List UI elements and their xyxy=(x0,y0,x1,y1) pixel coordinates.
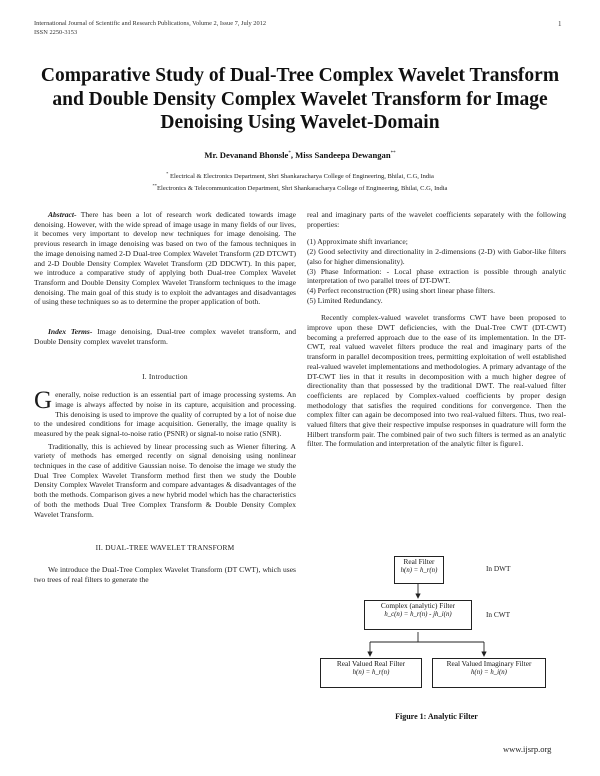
figure-caption: Figure 1: Analytic Filter xyxy=(395,712,478,721)
left-column xyxy=(34,210,296,584)
complex-filter-title: Complex (analytic) Filter xyxy=(380,601,456,610)
page-number: 1 xyxy=(558,20,562,28)
abstract-text: There has been a lot of research work dedicated towards image denoising. However, with the wide spread of image usage in many fields of our lives, it becomes very important to develop new techniques for image denoising. The previous research in image denoising was based on two of the famous techniques in the image denoising named 2-D Dual-tree Complex Wavelet Transform (2D DTCWT) and 2-D Double Density Complex Wavelet Transform (2D DDCWT). In this paper, we introduce a comparative study of applying both Dual-tree Complex Wavelet Transform and Double Density Complex Wavelet Transform techniques to the image denoising. The main goal of this study is to exploit the advantages and disadvantages of using these techniques so as to determine the proper application of both. xyxy=(34,210,296,307)
complex-filter-box xyxy=(364,600,472,630)
author-separator: , xyxy=(290,150,296,160)
footer-url[interactable]: www.ijsrp.org xyxy=(503,744,552,754)
affiliations xyxy=(30,170,570,193)
in-dwt-label: In DWT xyxy=(486,564,511,573)
real-valued-imaginary-equation: h(n) = h_i(n) xyxy=(471,669,507,676)
in-cwt-label: In CWT xyxy=(486,610,511,619)
right-column xyxy=(307,210,566,449)
list-item: (1) Approximate shift invariance; xyxy=(307,237,408,247)
author-2: Miss Sandeepa Dewangan xyxy=(295,150,391,160)
author-1-mark: * xyxy=(288,151,291,157)
intro-paragraph-1-text: enerally, noise reduction is an essential part of image processing systems. An image is always affected by noise in its capture, acquisition and processing. This denoising is used to improve the quality of corrupted by a lot of noise due to the undesired conditions for image acquisition. Generally, the image quality is measured by the peak signal-to-noise ratio (PSNR) or signal-to noise ratio (SNR). xyxy=(34,390,296,438)
section-2-heading: II. DUAL-TREE WAVELET TRANSFORM xyxy=(95,543,235,553)
affiliation-1-text: Electrical & Electronics Department, Shri Shankaracharya College of Engineering, Bhilai, C.G, India xyxy=(168,173,434,181)
index-terms xyxy=(34,327,296,346)
real-filter-box xyxy=(394,556,444,584)
dropcap: G xyxy=(34,387,53,415)
real-filter-equation: h(n) = h_r(n) xyxy=(400,567,438,574)
affiliation-2-mark: ** xyxy=(152,182,158,188)
real-filter-title: Real Filter xyxy=(403,557,435,566)
figure-connectors xyxy=(334,552,566,712)
intro-paragraph-2: Traditionally, this is achieved by linear processing such as Wiener filtering. A variety of methods has emerged recently on signal denoising using nonlinear techniques in the case of additive Gaussian noise. To denoise the image we study the Dual Tree Complex Wavelet Transform method first then we study the Double Density Complex Wavelet Transform and compare advantages & disadvantages of the both the methods. Comparison gives a new hybrid model which has the characteristics of both the methods Dual Tree Complex Transform & Double Density Complex Wavelet Transform. xyxy=(34,441,296,519)
author-2-mark: ** xyxy=(390,151,396,157)
real-valued-imaginary-filter-box xyxy=(432,658,546,688)
list-item: (4) Perfect reconstruction (PR) using short linear phase filters. xyxy=(307,285,495,295)
author-1: Mr. Devanand Bhonsle xyxy=(204,150,289,160)
section-2-paragraph-1: We introduce the Dual-Tree Complex Wavelet Transform (DT CWT), which uses two trees of real filters to generate the xyxy=(34,564,296,584)
running-header xyxy=(34,20,266,37)
real-valued-real-equation: h(n) = h_r(n) xyxy=(352,669,390,676)
journal-name: International Journal of Scientific and Research Publications, Volume 2, Issue 7, July 2012 xyxy=(34,20,267,27)
list-item: (2) Good selectivity and directionality in 2-dimensions (2-D) with Gabor-like filters (also for higher dimensionality). xyxy=(307,247,566,266)
real-valued-real-title: Real Valued Real Filter xyxy=(336,659,406,668)
complex-filter-equation: h_c(n) = h_r(n) - jh_i(n) xyxy=(384,611,452,618)
real-valued-imaginary-title: Real Valued Imaginary Filter xyxy=(446,659,532,668)
paper-title: Comparative Study of Dual-Tree Complex Wavelet Transform and Double Density Complex Wavelet Transform for Image Denoising Using Wavelet-Domain xyxy=(40,65,560,133)
abstract xyxy=(34,210,296,307)
dtcwt-paragraph: Recently complex-valued wavelet transforms CWT have been proposed to improve upon these DWT deficiencies, with the Dual-Tree CWT (DT-CWT) becoming a preferred approach due to the ease of its implementation. In the DT-CWT, real valued wavelet filters produce the real and imaginary parts of the transform in parallel decomposition trees, permitting exploitation of well established real-valued wavelet implementations and methodologies. A primary advantage of the DT-CWT lies in that it results in decomposition with a much higher degree of directionality than that possessed by the traditional DWT. The real-valued filter coefficients are replaced by Complex-valued coefficients by proper design methodology that satisfies the required conditions for convergence. Then the complex filter can again be decomposed into two real-valued filters. Thus, two real-valued filters that give their respective impulse responses in quadrature will form the Hilbert transform pair. The combined pair of two such filters is termed as an analytic filter. The formulation and interpretation of the analytic filter is figure1. xyxy=(307,313,566,449)
issn: ISSN 2250-3153 xyxy=(34,28,78,36)
list-item: (3) Phase Information: - Local phase extraction is possible through analytic interpretation of two parallel trees of DT-DWT. xyxy=(307,266,566,286)
abstract-label: Abstract- xyxy=(48,210,77,219)
real-valued-real-filter-box xyxy=(320,658,422,688)
properties-intro: real and imaginary parts of the wavelet coefficients separately with the following properties: xyxy=(307,210,566,229)
affiliation-2 xyxy=(30,182,570,194)
index-terms-label: Index Terms- xyxy=(48,327,93,337)
intro-paragraph-1 xyxy=(34,387,296,439)
author-line xyxy=(30,150,570,160)
affiliation-1 xyxy=(30,170,570,182)
properties-list xyxy=(307,237,566,305)
section-1-heading: I. Introduction xyxy=(142,372,188,382)
affiliation-2-text: Electronics & Telecommunication Department, Shri Shankaracharya College of Engineering, Bhilai, C.G, India xyxy=(157,184,448,192)
index-terms-text: Image denoising, Dual-tree complex wavelet transform, and Double Density complex wavelet transform. xyxy=(34,327,296,346)
list-item: (5) Limited Redundancy. xyxy=(307,295,383,305)
affiliation-1-mark: * xyxy=(166,171,169,176)
analytic-filter-figure xyxy=(334,552,566,712)
